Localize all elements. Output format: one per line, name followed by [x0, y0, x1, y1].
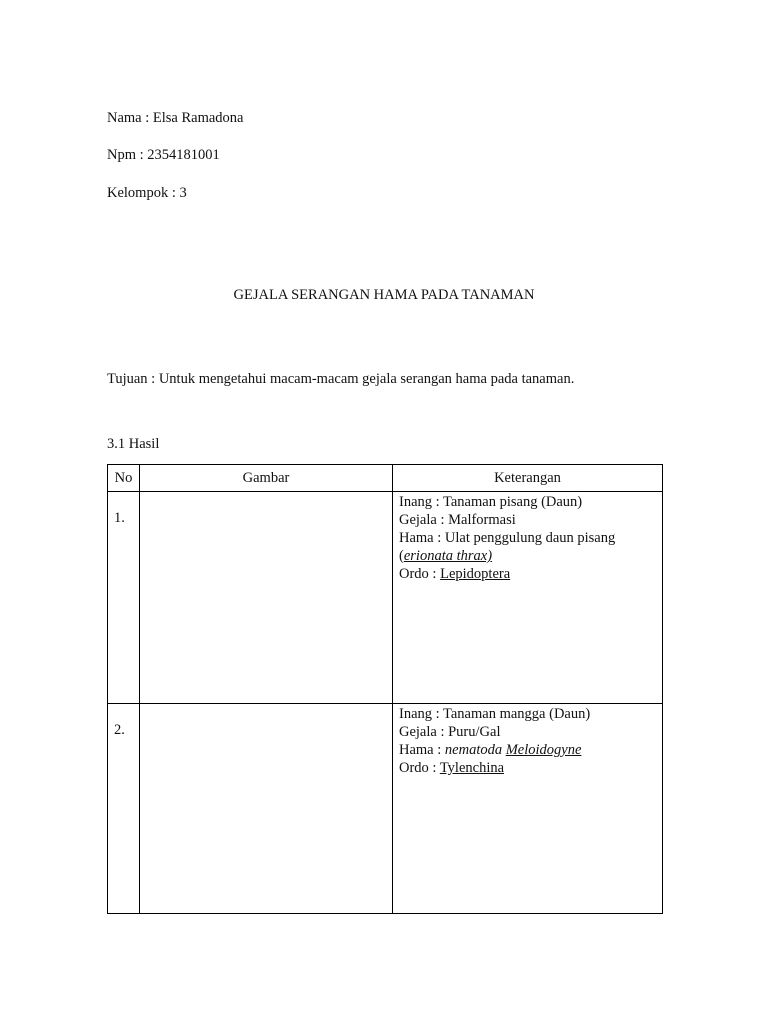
results-table — [107, 464, 663, 914]
header-keterangan: Keterangan — [393, 465, 663, 492]
host-text: Inang : Tanaman mangga (Daun) — [399, 706, 591, 722]
pest-type: nematoda — [444, 742, 503, 758]
order-value: Tylenchina — [439, 760, 505, 776]
row-number: 2. — [114, 722, 125, 738]
order-line — [399, 565, 662, 583]
host-text: Inang : Tanaman pisang (Daun) — [399, 494, 583, 510]
paren-open: ( — [399, 548, 404, 564]
pest-line — [399, 741, 662, 759]
section-heading: 3.1 Hasil — [107, 436, 160, 452]
pest-species: erionata thrax) — [403, 548, 493, 564]
description-cell — [393, 492, 663, 704]
description-cell — [393, 704, 663, 914]
row-number: 1. — [114, 510, 125, 526]
pest-species-line — [399, 547, 662, 565]
pest-label: Hama : — [399, 742, 445, 758]
header-gambar: Gambar — [140, 465, 393, 492]
student-npm: Npm : 2354181001 — [107, 147, 220, 163]
table-row — [108, 704, 663, 914]
header-no: No — [108, 465, 140, 492]
objective-text: Tujuan : Untuk mengetahui macam-macam gejala serangan hama pada tanaman. — [107, 371, 575, 387]
table-header-row — [108, 465, 663, 492]
table-row — [108, 492, 663, 704]
student-name: Nama : Elsa Ramadona — [107, 110, 244, 126]
order-value: Lepidoptera — [440, 566, 511, 582]
pest-text: Hama : Ulat penggulung daun pisang — [399, 530, 616, 546]
order-line — [399, 759, 662, 777]
image-cell — [140, 704, 393, 914]
order-label: Ordo : — [399, 760, 440, 776]
pest-species: Meloidogyne — [505, 742, 582, 758]
document-title: GEJALA SERANGAN HAMA PADA TANAMAN — [233, 287, 535, 303]
row-number-cell — [108, 704, 140, 914]
order-label: Ordo : — [399, 566, 441, 582]
group-number: Kelompok : 3 — [107, 185, 187, 201]
row-number-cell — [108, 492, 140, 704]
symptom-text: Gejala : Puru/Gal — [399, 724, 501, 740]
symptom-text: Gejala : Malformasi — [399, 512, 516, 528]
image-cell — [140, 492, 393, 704]
